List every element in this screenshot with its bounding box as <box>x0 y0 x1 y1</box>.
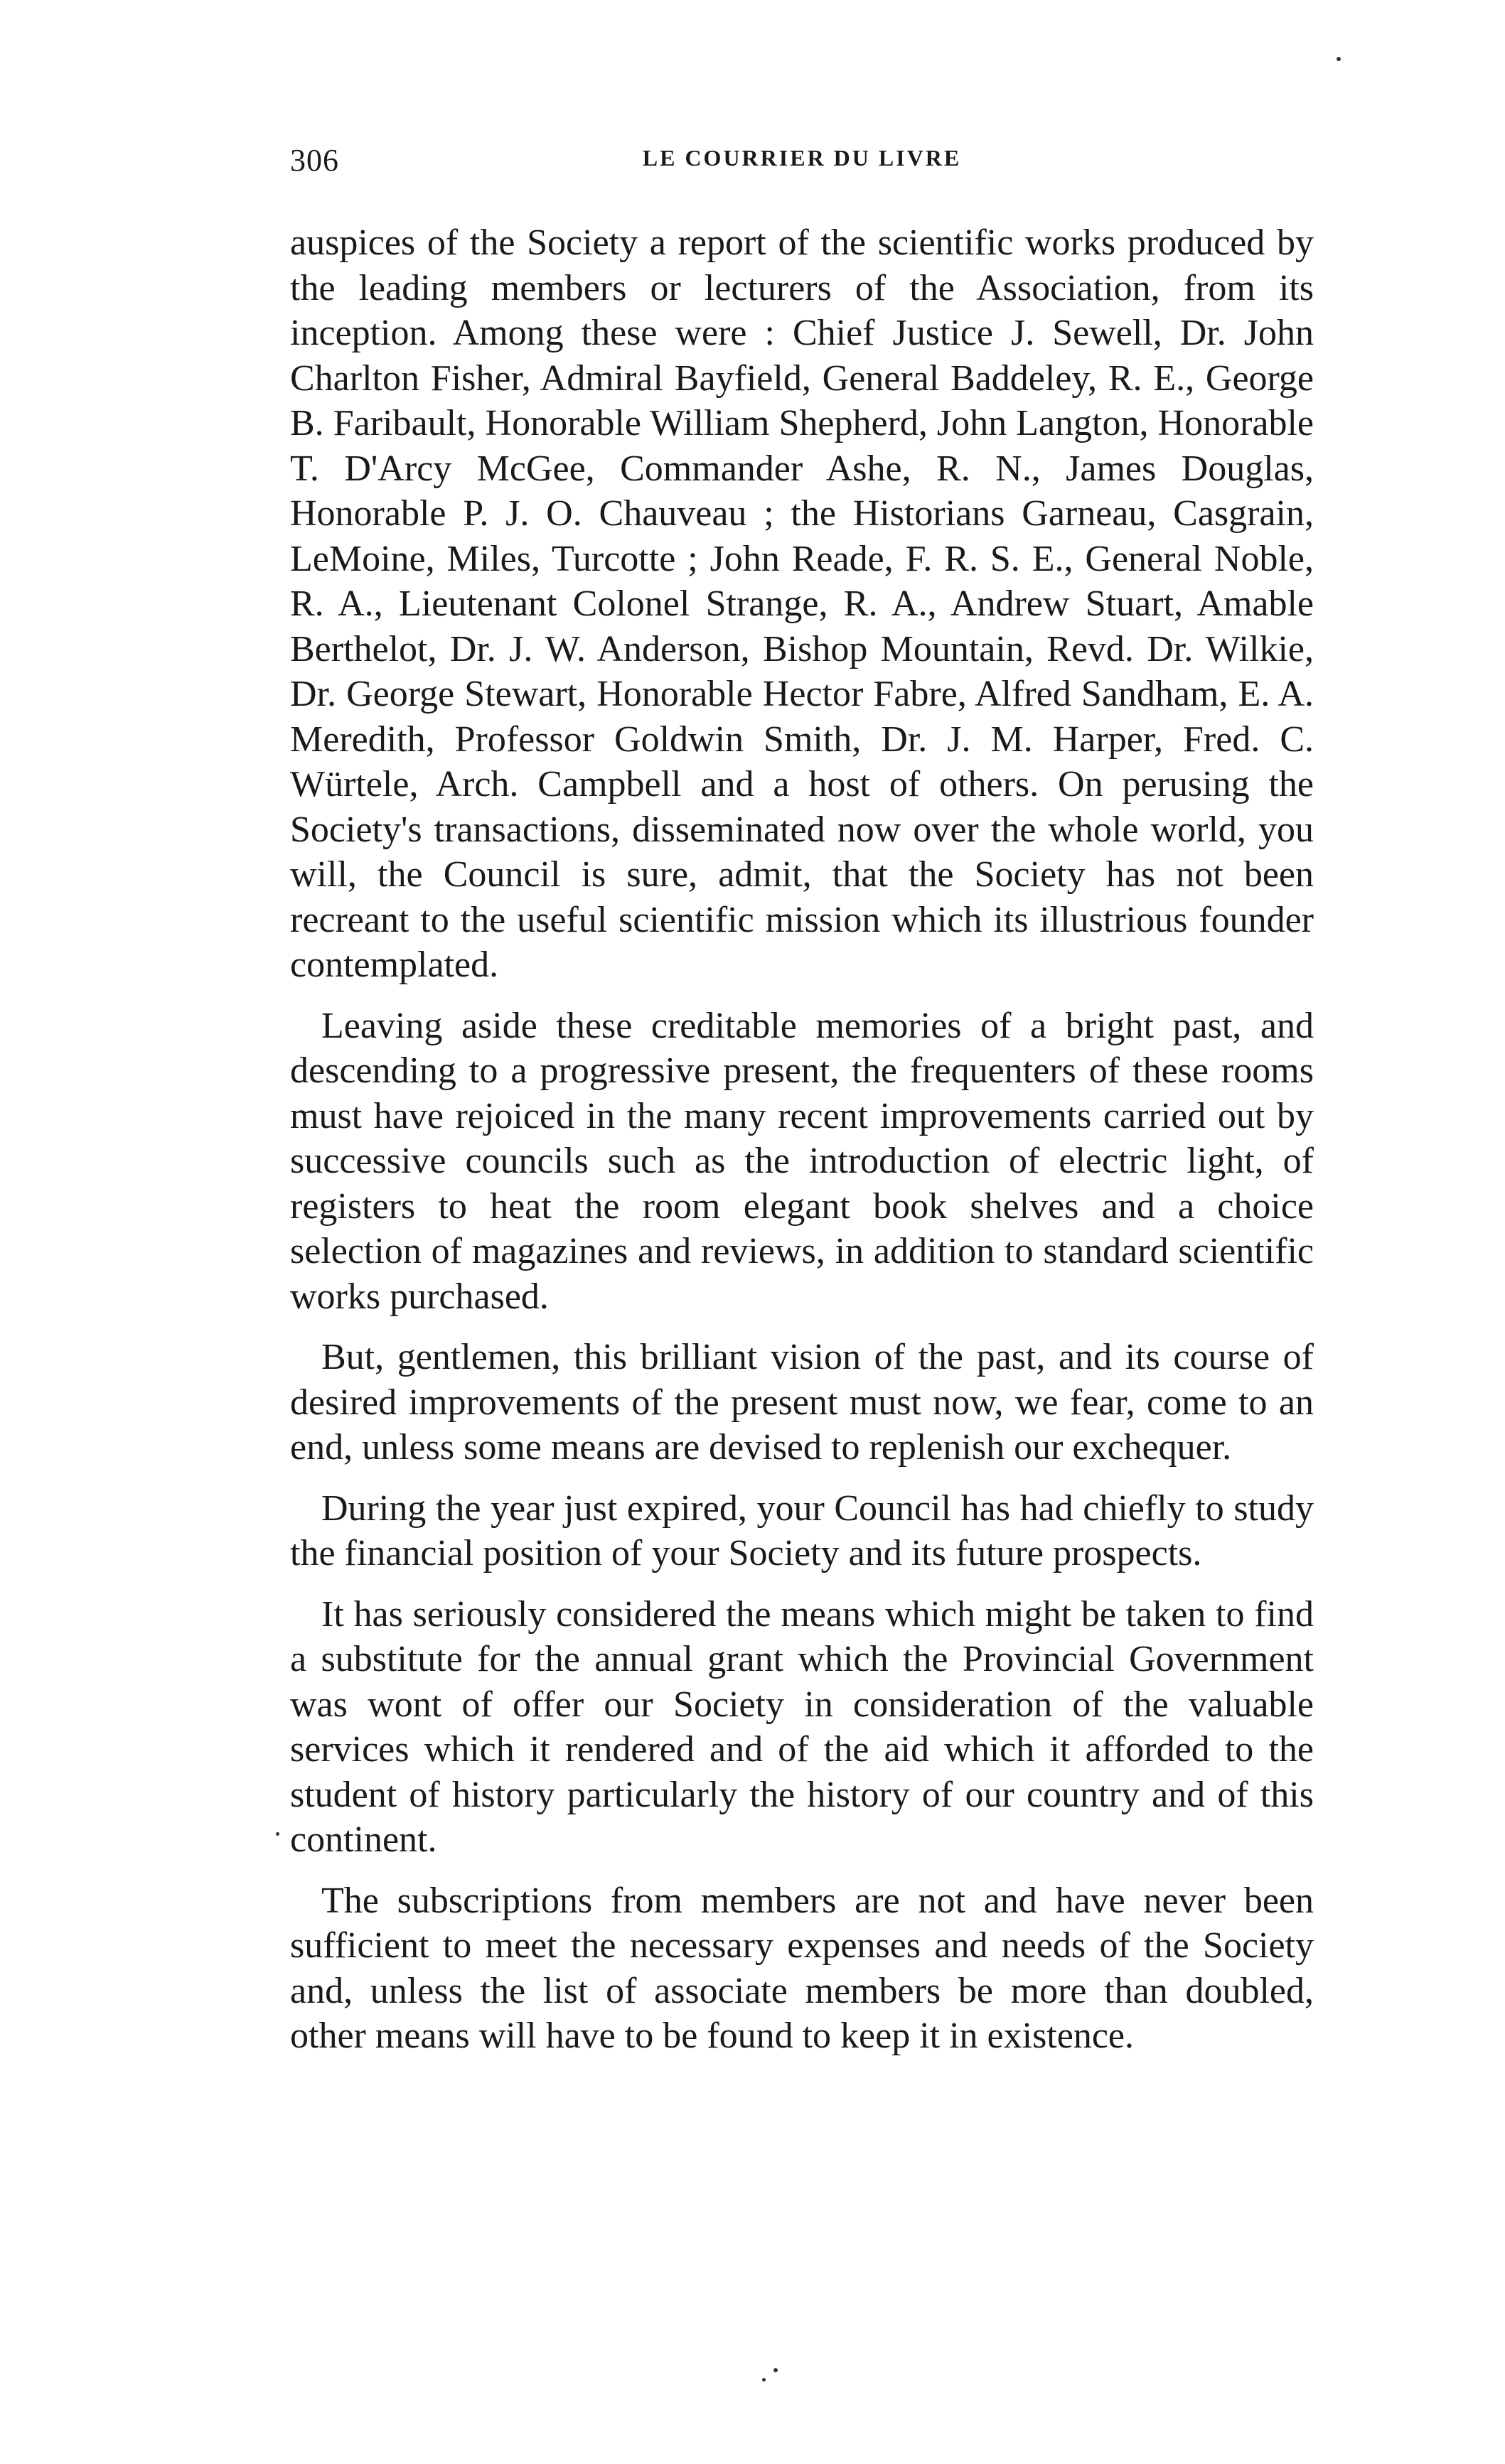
speck-mark <box>276 1832 279 1836</box>
page-number: 306 <box>290 143 339 178</box>
paragraph-2: Leaving aside these creditable memories of a bright past, and descending to a progressive present, the frequenters of these rooms must have rejoiced in the many recent improvements carried out by successive councils such as the introduction of electric light, of registers to heat the room elegant book shelves and a choice selection of magazines and reviews, in addition to standard scientific works purchased. <box>290 1005 1314 1317</box>
paragraph-6: The subscriptions from members are not and have never been sufficient to meet the necessary expenses and needs of the Society and, unless the list of associate members be more than doubled, other means will have to be found to keep it in existence. <box>290 1880 1314 2056</box>
speck-mark <box>762 2378 766 2382</box>
running-head: LE COURRIER DU LIVRE <box>642 145 962 171</box>
page-header <box>290 142 1314 185</box>
speck-mark <box>1337 57 1341 61</box>
paragraph-5: It has seriously considered the means which might be taken to find a substitute for the annual grant which the Provincial Government was wont of offer our Society in consideration of the valuable services which it rendered and of the aid which it afforded to the student of history particularly the history of our country and of this continent. <box>290 1593 1314 1860</box>
speck-mark <box>773 2368 778 2372</box>
body-text <box>290 220 1314 2075</box>
paragraph-3: But, gentlemen, this brilliant vision of the past, and its course of desired improvements of the present must now, we fear, come to an end, unless some means are devised to replenish our exchequer. <box>290 1337 1314 1468</box>
paragraph-4: During the year just expired, your Council has had chiefly to study the financial position of your Society and its future prospects. <box>290 1487 1314 1573</box>
paragraph-1: auspices of the Society a report of the scientific works produced by the leading members or lecturers of the Association, from its inception. Among these were : Chief Justice J. Sewell, Dr. John Charlton Fisher, Admiral Bayfield, General Baddeley, R. E., George B. Faribault, Honorable William Shepherd, John Langton, Honorable T. D'Arcy McGee, Commander Ashe, R. N., James Douglas, Honorable P. J. O. Chauveau ; the Historians Garneau, Casgrain, LeMoine, Miles, Turcotte ; John Reade, F. R. S. E., General Noble, R. A., Lieutenant Colonel Strange, R. A., Andrew Stuart, Amable Berthelot, Dr. J. W. Anderson, Bishop Mountain, Revd. Dr. Wilkie, Dr. George Stewart, Honorable Hector Fabre, Alfred Sandham, E. A. Meredith, Professor Goldwin Smith, Dr. J. M. Harper, Fred. C. Würtele, Arch. Campbell and a host of others. On perusing the Society's transactions, disseminated now over the whole world, you will, the Council is sure, admit, that the Society has not been recreant to the useful scientific mission which its illustrious founder contemplated. <box>290 222 1314 985</box>
